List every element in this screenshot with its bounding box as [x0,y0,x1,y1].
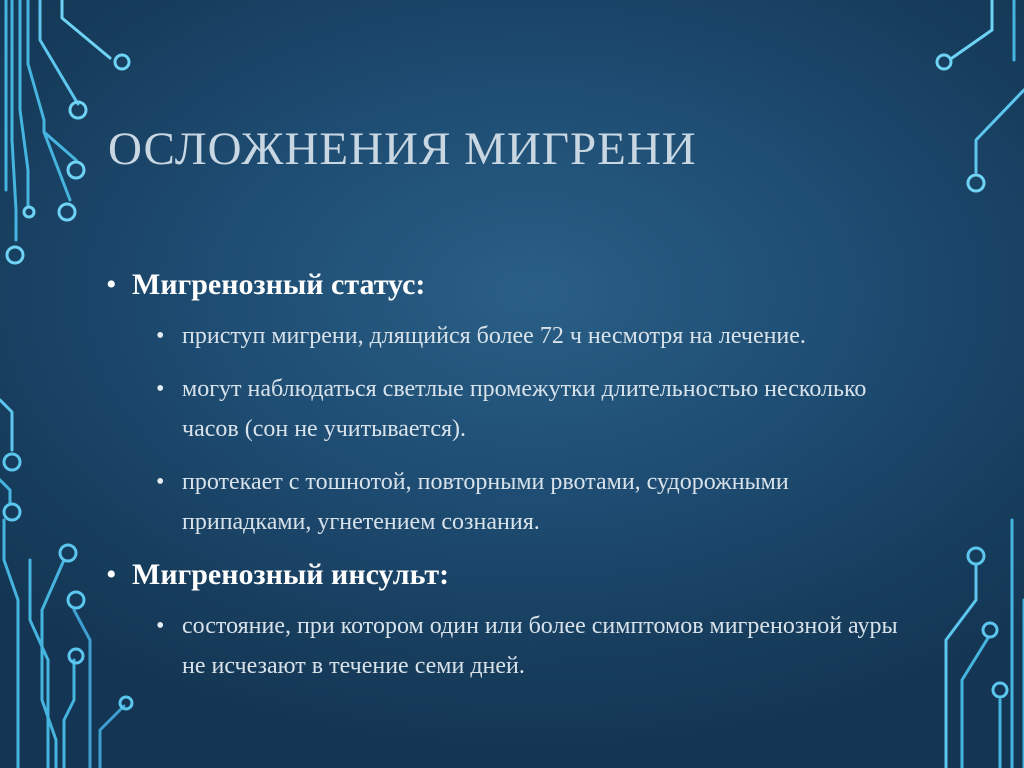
bullet-icon: • [156,469,165,495]
list-item [156,606,966,686]
section-items [106,606,966,686]
section-migraine-stroke [106,558,966,686]
section-migraine-status [106,268,966,542]
bullet-icon: • [106,558,117,591]
list-item-text: могут наблюдаться светлые промежутки длительностью несколько часов (сон не учитывается). [182,376,867,442]
list-item-text: протекает с тошнотой, повторными рвотами, судорожными припадками, угнетением сознания. [182,469,789,535]
section-heading-text: Мигренозный статус: [132,268,426,301]
circuit-trace-top-right [952,0,1024,172]
section-heading [106,558,966,592]
list-item-text: приступ мигрени, длящийся более 72 ч несмотря на лечение. [182,323,806,349]
circuit-trace-top-left [6,0,110,240]
bullet-icon: • [156,613,165,639]
section-heading [106,268,966,302]
bullet-icon: • [156,323,165,349]
list-item [156,369,966,449]
bullet-icon: • [156,376,165,402]
bullet-icon: • [106,268,117,301]
slide-title: ОСЛОЖНЕНИЯ МИГРЕНИ [108,123,697,175]
list-item [156,462,966,542]
section-items [106,316,966,542]
list-item [156,316,966,356]
circuit-nodes-bottom-right [968,548,1007,697]
section-heading-text: Мигренозный инсульт: [132,558,450,591]
slide-content [106,268,966,699]
list-item-text: состояние, при котором один или более симптомов мигренозной ауры не исчезают в течение семи дней. [182,613,898,679]
